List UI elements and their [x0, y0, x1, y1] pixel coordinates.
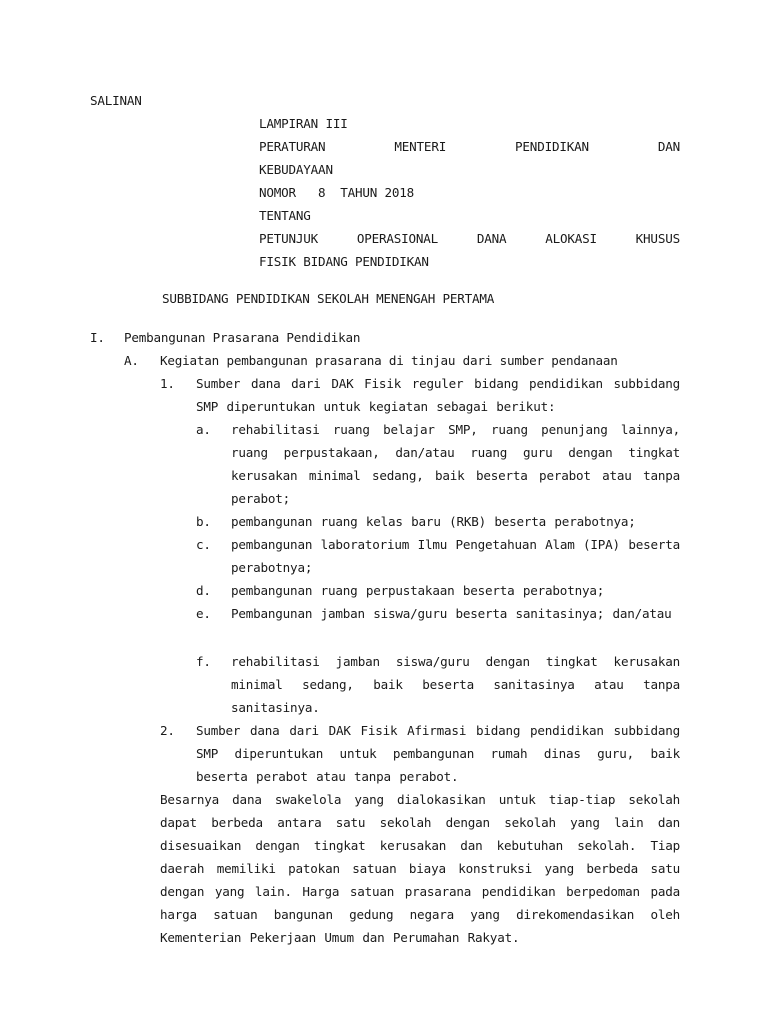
petunjuk-word: PETUNJUK	[259, 231, 319, 246]
nomor-label: NOMOR 8 TAHUN 2018	[259, 185, 415, 200]
sub-item-marker: e.	[196, 606, 211, 621]
petunjuk-word: OPERASIONAL	[356, 231, 439, 246]
sub-item-text: rehabilitasi ruang belajar SMP, ruang penunjang lainnya, ruang perpustakaan, dan/atau ruang guru dengan tingkat kerusakan minimal sedang, baik beserta perabot atau tanpa perabot;	[231, 422, 680, 506]
peraturan-word: PERATURAN	[259, 139, 326, 154]
peraturan-word: MENTERI	[394, 139, 447, 154]
section-i-title: Pembangunan Prasarana Pendidikan	[124, 330, 361, 345]
petunjuk-word: KHUSUS	[635, 231, 680, 246]
item-1-text: Sumber dana dari DAK Fisik reguler bidang pendidikan subbidang SMP diperuntukan untuk kegiatan sebagai berikut:	[196, 376, 680, 414]
section-a-marker: A.	[124, 353, 139, 368]
item-1-marker: 1.	[160, 376, 175, 391]
tentang-label: TENTANG	[259, 208, 311, 223]
sub-item-marker: c.	[196, 537, 211, 552]
section-i-marker: I.	[90, 330, 105, 345]
item-2-text: Sumber dana dari DAK Fisik Afirmasi bidang pendidikan subbidang SMP diperuntukan untuk pembangunan rumah dinas guru, baik beserta perabot atau tanpa perabot.	[196, 723, 680, 784]
sub-item-text: pembangunan ruang perpustakaan beserta perabotnya;	[231, 583, 605, 598]
peraturan-word: PENDIDIKAN	[515, 139, 589, 154]
sub-item-marker: a.	[196, 422, 211, 437]
sub-item-marker: f.	[196, 654, 211, 669]
lampiran-label: LAMPIRAN III	[259, 116, 348, 131]
sub-item-marker: d.	[196, 583, 211, 598]
sub-item-text: rehabilitasi jamban siswa/guru dengan tingkat kerusakan minimal sedang, baik beserta sanitasinya atau tanpa sanitasinya.	[231, 654, 680, 715]
sub-item-text: pembangunan laboratorium Ilmu Pengetahuan Alam (IPA) beserta perabotnya;	[231, 537, 680, 575]
salinan-label: SALINAN	[90, 93, 142, 108]
peraturan-word: DAN	[657, 139, 680, 154]
closing-paragraph: Besarnya dana swakelola yang dialokasikan untuk tiap-tiap sekolah dapat berbeda antara satu sekolah dengan sekolah yang lain dan disesuaikan dengan tingkat kerusakan dan kebutuhan sekolah. Tiap daerah memiliki patokan satuan biaya konstruksi yang berbeda satu dengan yang lain. Harga satuan prasarana pendidikan berpedoman pada harga satuan bangunan gedung negara yang direkomendasikan oleh Kementerian Pekerjaan Umum dan Perumahan Rakyat.	[160, 792, 680, 945]
sub-item-text: Pembangunan jamban siswa/guru beserta sanitasinya; dan/atau	[231, 606, 672, 621]
petunjuk-word: DANA	[476, 231, 507, 246]
subtitle: SUBBIDANG PENDIDIKAN SEKOLAH MENENGAH PERTAMA	[162, 291, 495, 306]
kebudayaan-label: KEBUDAYAAN	[259, 162, 333, 177]
petunjuk-word: ALOKASI	[545, 231, 597, 246]
petunjuk-line	[259, 231, 680, 247]
fisik-label: FISIK BIDANG PENDIDIKAN	[259, 254, 429, 269]
peraturan-line	[259, 139, 680, 155]
sub-item-text: pembangunan ruang kelas baru (RKB) beserta perabotnya;	[231, 514, 636, 529]
sub-item-marker: b.	[196, 514, 211, 529]
section-a-title: Kegiatan pembangunan prasarana di tinjau dari sumber pendanaan	[160, 353, 618, 368]
item-2-marker: 2.	[160, 723, 175, 738]
